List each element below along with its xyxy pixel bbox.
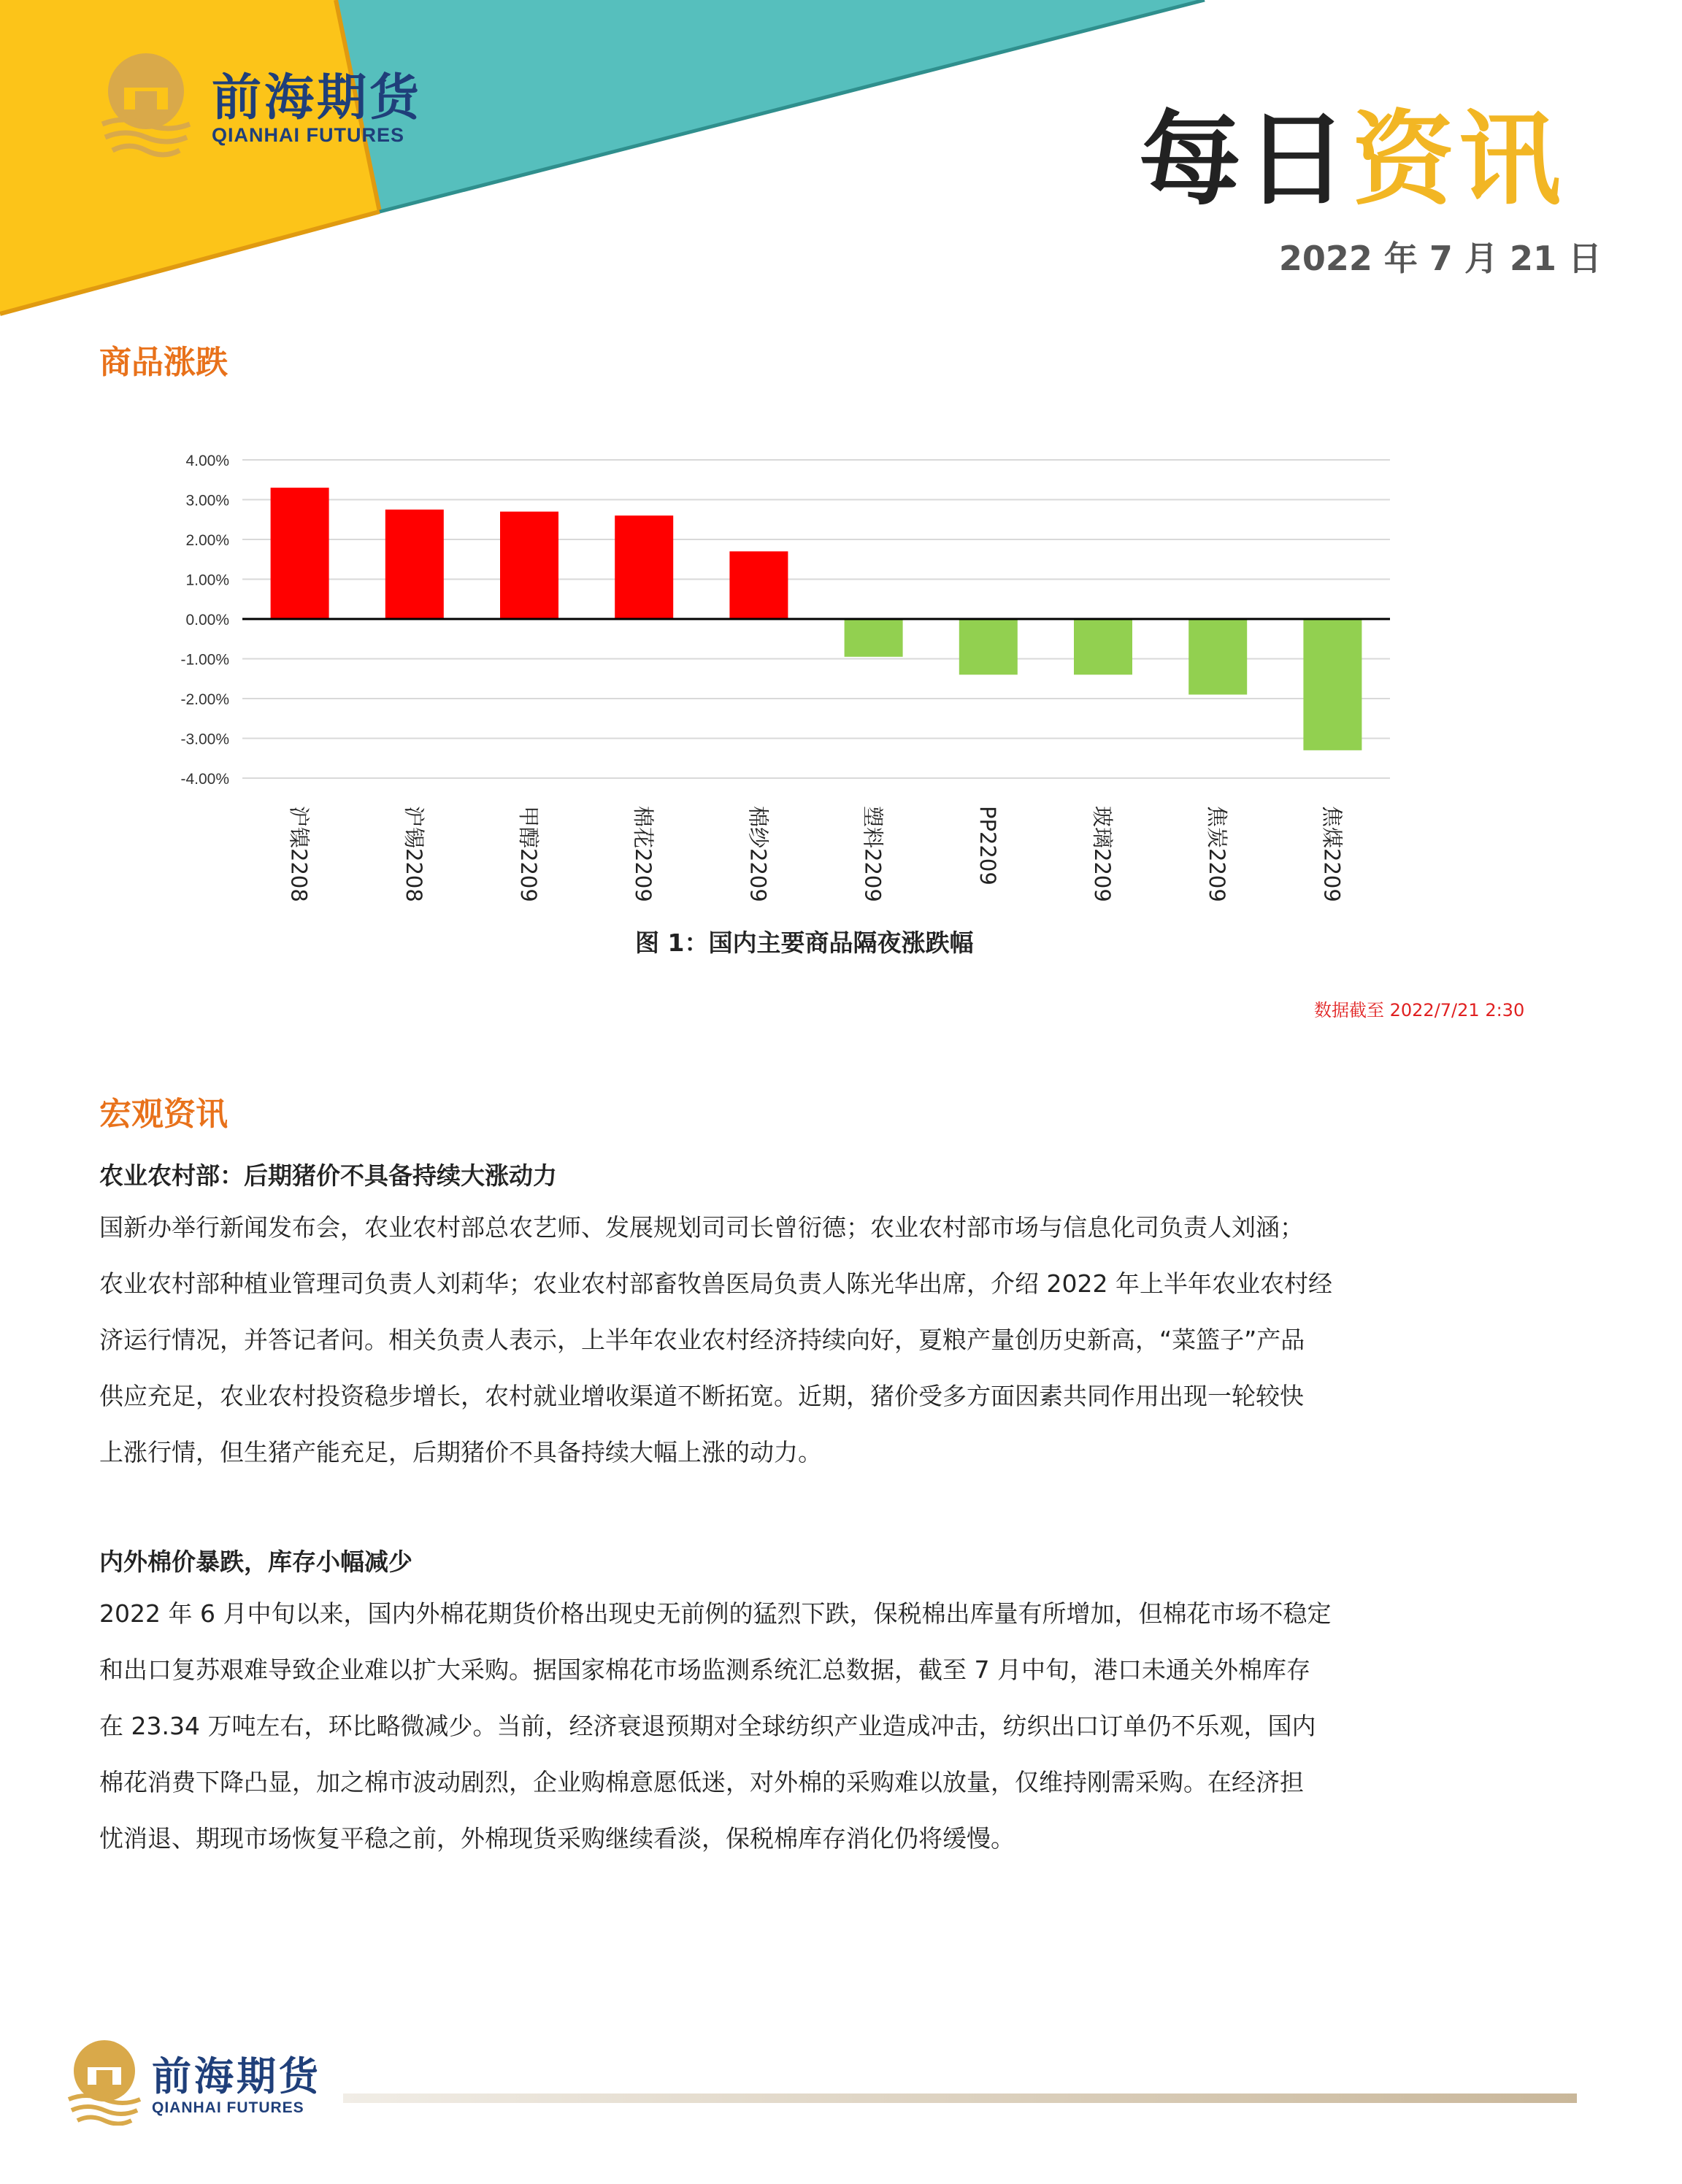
chart-x-tick-label: 沪镍2208 <box>286 806 312 902</box>
chart-bar <box>845 619 903 657</box>
chart-bar <box>500 512 558 619</box>
chart-bar <box>729 551 788 619</box>
issue-date: 2022 年 7 月 21 日 <box>1278 239 1602 278</box>
chart-x-tick-label: 棉纱2209 <box>745 806 771 902</box>
footer-logo-en: QIANHAI FUTURES <box>152 2099 304 2116</box>
article-1-line: 国新办举行新闻发布会，农业农村部总农艺师、发展规划司司长曾衍德；农业农村部市场与信息化司负责人刘涵； <box>99 1213 1304 1242</box>
footer-logo-name: 前海期货 <box>152 2053 321 2099</box>
chart-y-ticks <box>180 453 229 788</box>
commodity-chart <box>0 409 1682 920</box>
figure-caption: 图 1：国内主要商品隔夜涨跌幅 <box>635 928 974 957</box>
chart-y-tick-label: -2.00% <box>180 691 229 708</box>
section-heading-macro: 宏观资讯 <box>99 1096 228 1133</box>
article-2-line: 2022 年 6 月中旬以来，国内外棉花期货价格出现史无前例的猛烈下跌，保税棉出库量有所增加，但棉花市场不稳定 <box>99 1599 1332 1628</box>
chart-x-tick-label: 焦煤2209 <box>1319 806 1345 902</box>
article-1-line: 农业农村部种植业管理司负责人刘莉华；农业农村部畜牧兽医局负责人陈光华出席，介绍 2022 年上半年农业农村经 <box>99 1269 1332 1298</box>
chart-bar <box>615 515 673 619</box>
chart-y-tick-label: 4.00% <box>185 453 229 469</box>
chart-bar <box>1188 619 1247 695</box>
title-part-2: 资讯 <box>1352 101 1566 220</box>
article-title-1: 农业农村部：后期猪价不具备持续大涨动力 <box>99 1161 557 1190</box>
logo-name: 前海期货 <box>212 69 423 127</box>
article-2-line: 棉花消费下降凸显，加之棉市波动剧烈，企业购棉意愿低迷，对外棉的采购难以放量，仅维持刚需采购。在经济担 <box>99 1768 1304 1796</box>
article-2-line: 和出口复苏艰难导致企业难以扩大采购。据国家棉花市场监测系统汇总数据，截至 7 月中旬，港口未通关外棉库存 <box>99 1656 1310 1684</box>
article-1-line: 上涨行情，但生猪产能充足，后期猪价不具备持续大幅上涨的动力。 <box>99 1438 822 1466</box>
chart-bar <box>385 510 444 619</box>
chart-bar <box>959 619 1018 674</box>
chart-x-tick-label: 焦炭2209 <box>1205 806 1230 902</box>
logo-en: QIANHAI FUTURES <box>212 124 404 146</box>
chart-bar <box>1074 619 1132 674</box>
logo-icon <box>95 51 197 161</box>
chart-y-tick-label: -3.00% <box>180 731 229 748</box>
chart-x-tick-label: 沪锡2208 <box>401 806 426 902</box>
chart-x-tick-label: 塑料2209 <box>860 806 886 902</box>
title-part-1: 每日 <box>1139 101 1353 220</box>
footer-logo-icon <box>64 2038 145 2126</box>
chart-y-tick-label: 3.00% <box>185 492 229 510</box>
chart-x-tick-label: 棉花2209 <box>631 806 656 902</box>
chart-y-tick-label: 0.00% <box>185 612 229 628</box>
article-1-line: 济运行情况，并答记者问。相关负责人表示，上半年农业农村经济持续向好，夏粮产量创历史新高，“菜篮子”产品 <box>99 1326 1305 1354</box>
chart-y-tick-label: -1.00% <box>180 651 229 669</box>
chart-bar <box>1303 619 1362 750</box>
data-note: 数据截至 2022/7/21 2:30 <box>1314 1000 1525 1020</box>
article-body-1 <box>99 1199 1567 1480</box>
article-1-line: 供应充足，农业农村投资稳步增长，农村就业增收渠道不断拓宽。近期，猪价受多方面因素共同作用出现一轮较快 <box>99 1382 1304 1410</box>
article-body-2 <box>99 1585 1567 1866</box>
section-heading-commodity: 商品涨跌 <box>99 344 228 381</box>
chart-y-tick-label: 2.00% <box>185 532 229 549</box>
chart-x-tick-label: 甲醇2209 <box>516 806 541 902</box>
chart-x-tick-label: PP2209 <box>975 806 1000 885</box>
chart-x-ticks <box>287 806 1345 902</box>
chart-y-tick-label: -4.00% <box>180 771 229 788</box>
article-2-line: 在 23.34 万吨左右，环比略微减少。当前，经济衰退预期对全球纺织产业造成冲击，纺织出口订单仍不乐观，国内 <box>99 1712 1316 1740</box>
article-2-line: 忧消退、期现市场恢复平稳之前，外棉现货采购继续看淡，保税棉库存消化仍将缓慢。 <box>99 1824 1015 1853</box>
chart-y-tick-label: 1.00% <box>185 572 229 589</box>
chart-bar <box>271 488 329 619</box>
chart-x-tick-label: 玻璃2209 <box>1090 806 1115 902</box>
page-title <box>1139 102 1565 219</box>
footer-rule <box>343 2093 1577 2103</box>
article-title-2: 内外棉价暴跌，库存小幅减少 <box>99 1547 412 1576</box>
